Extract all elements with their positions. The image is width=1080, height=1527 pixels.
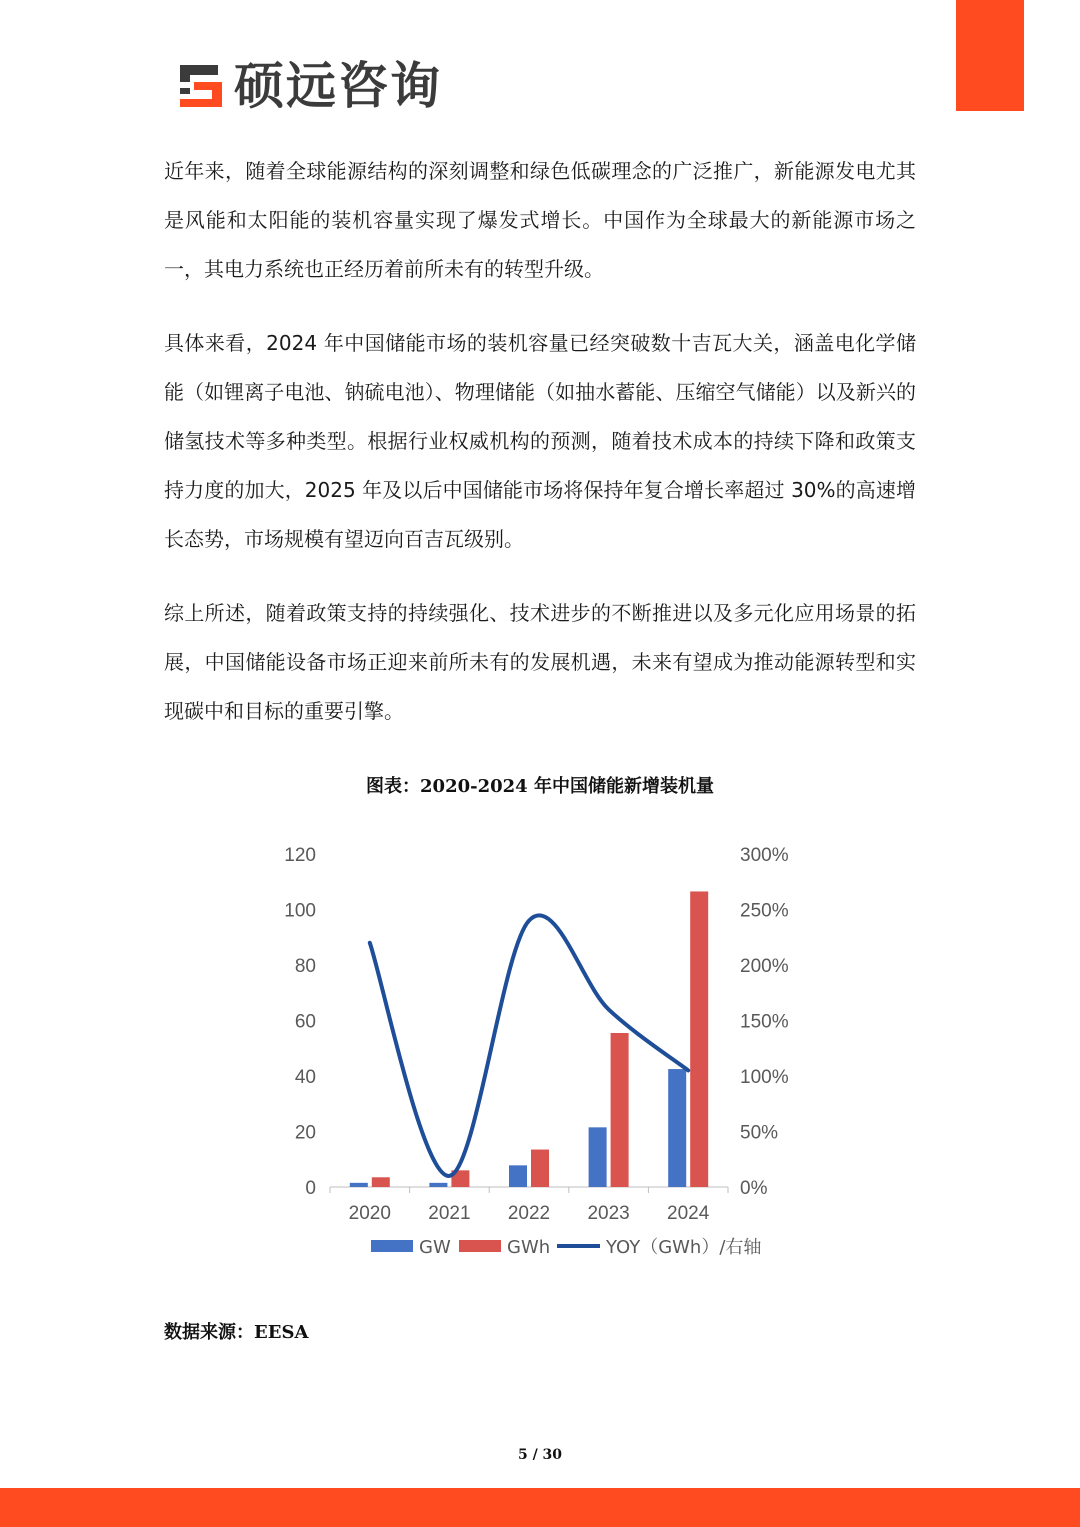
series-line-yoy bbox=[370, 915, 688, 1176]
paragraph-summary: 综上所述，随着政策支持的持续强化、技术进步的不断推进以及多元化应用场景的拓展，中国储能设备市场正迎来前所未有的发展机遇，未来有望成为推动能源转型和实现碳中和目标的重要引擎。 bbox=[164, 601, 916, 723]
paragraph-market-detail: 具体来看，2024 年中国储能市场的装机容量已经突破数十吉瓦大关，涵盖电化学储能（如锂离子电池、钠硫电池）、物理储能（如抽水蓄能、压缩空气储能）以及新兴的储氢技术等多种类型。根据行业权威机构的预测，随着技术成本的持续下降和政策支持力度的加大，2025 年及以后中国储能市场将保持年复合增长率超过 30%的高速增长态势，市场规模有望迈向百吉瓦级别。 bbox=[164, 331, 916, 551]
y-left-tick-label: 60 bbox=[294, 1011, 316, 1033]
y-right-tick-label: 250% bbox=[740, 900, 789, 922]
legend-label-gwh: GWh bbox=[507, 1237, 551, 1258]
page-number: 5 / 30 bbox=[517, 1447, 563, 1463]
x-tick-label: 2024 bbox=[667, 1203, 710, 1224]
bar-gw bbox=[350, 1183, 368, 1187]
legend-swatch-gw bbox=[371, 1240, 413, 1252]
bar-gw bbox=[509, 1165, 527, 1187]
bar-gwh bbox=[372, 1177, 390, 1187]
y-left-tick-label: 120 bbox=[284, 845, 316, 866]
y-right-tick-label: 150% bbox=[740, 1011, 789, 1033]
x-tick-label: 2021 bbox=[428, 1203, 471, 1224]
bar-gwh bbox=[531, 1150, 549, 1187]
y-right-tick-label: 100% bbox=[740, 1067, 789, 1088]
y-left-tick-label: 80 bbox=[294, 956, 316, 977]
y-left-tick-label: 0 bbox=[305, 1178, 316, 1199]
bar-gwh bbox=[611, 1033, 629, 1187]
y-left-tick-label: 100 bbox=[284, 900, 316, 922]
legend-label-gw: GW bbox=[419, 1237, 451, 1258]
data-source: 数据来源：EESA bbox=[164, 1322, 309, 1343]
y-right-tick-label: 50% bbox=[740, 1122, 779, 1144]
footer-accent-bar bbox=[0, 1488, 1080, 1527]
x-tick-label: 2023 bbox=[587, 1203, 630, 1224]
legend-swatch-gwh bbox=[459, 1240, 501, 1252]
brand-name: 硕远咨询 bbox=[234, 57, 442, 115]
x-tick-label: 2020 bbox=[348, 1203, 391, 1224]
bar-gw bbox=[429, 1183, 447, 1187]
bar-gw bbox=[668, 1069, 686, 1187]
y-right-tick-label: 0% bbox=[740, 1178, 768, 1199]
bar-gw bbox=[589, 1127, 607, 1187]
legend-label-yoy: YOY（GWh）/右轴 bbox=[606, 1237, 762, 1258]
bar-gwh bbox=[690, 891, 708, 1187]
paragraph-intro: 近年来，随着全球能源结构的深刻调整和绿色低碳理念的广泛推广，新能源发电尤其是风能和太阳能的装机容量实现了爆发式增长。中国作为全球最大的新能源市场之一，其电力系统也正经历着前所未有的转型升级。 bbox=[164, 159, 916, 281]
y-right-tick-label: 200% bbox=[740, 956, 789, 977]
x-tick-label: 2022 bbox=[507, 1203, 551, 1224]
y-left-tick-label: 40 bbox=[294, 1067, 316, 1088]
chart-title: 图表：2020-2024 年中国储能新增装机量 bbox=[366, 776, 714, 797]
y-right-tick-label: 300% bbox=[740, 845, 789, 866]
y-left-tick-label: 20 bbox=[294, 1122, 316, 1144]
